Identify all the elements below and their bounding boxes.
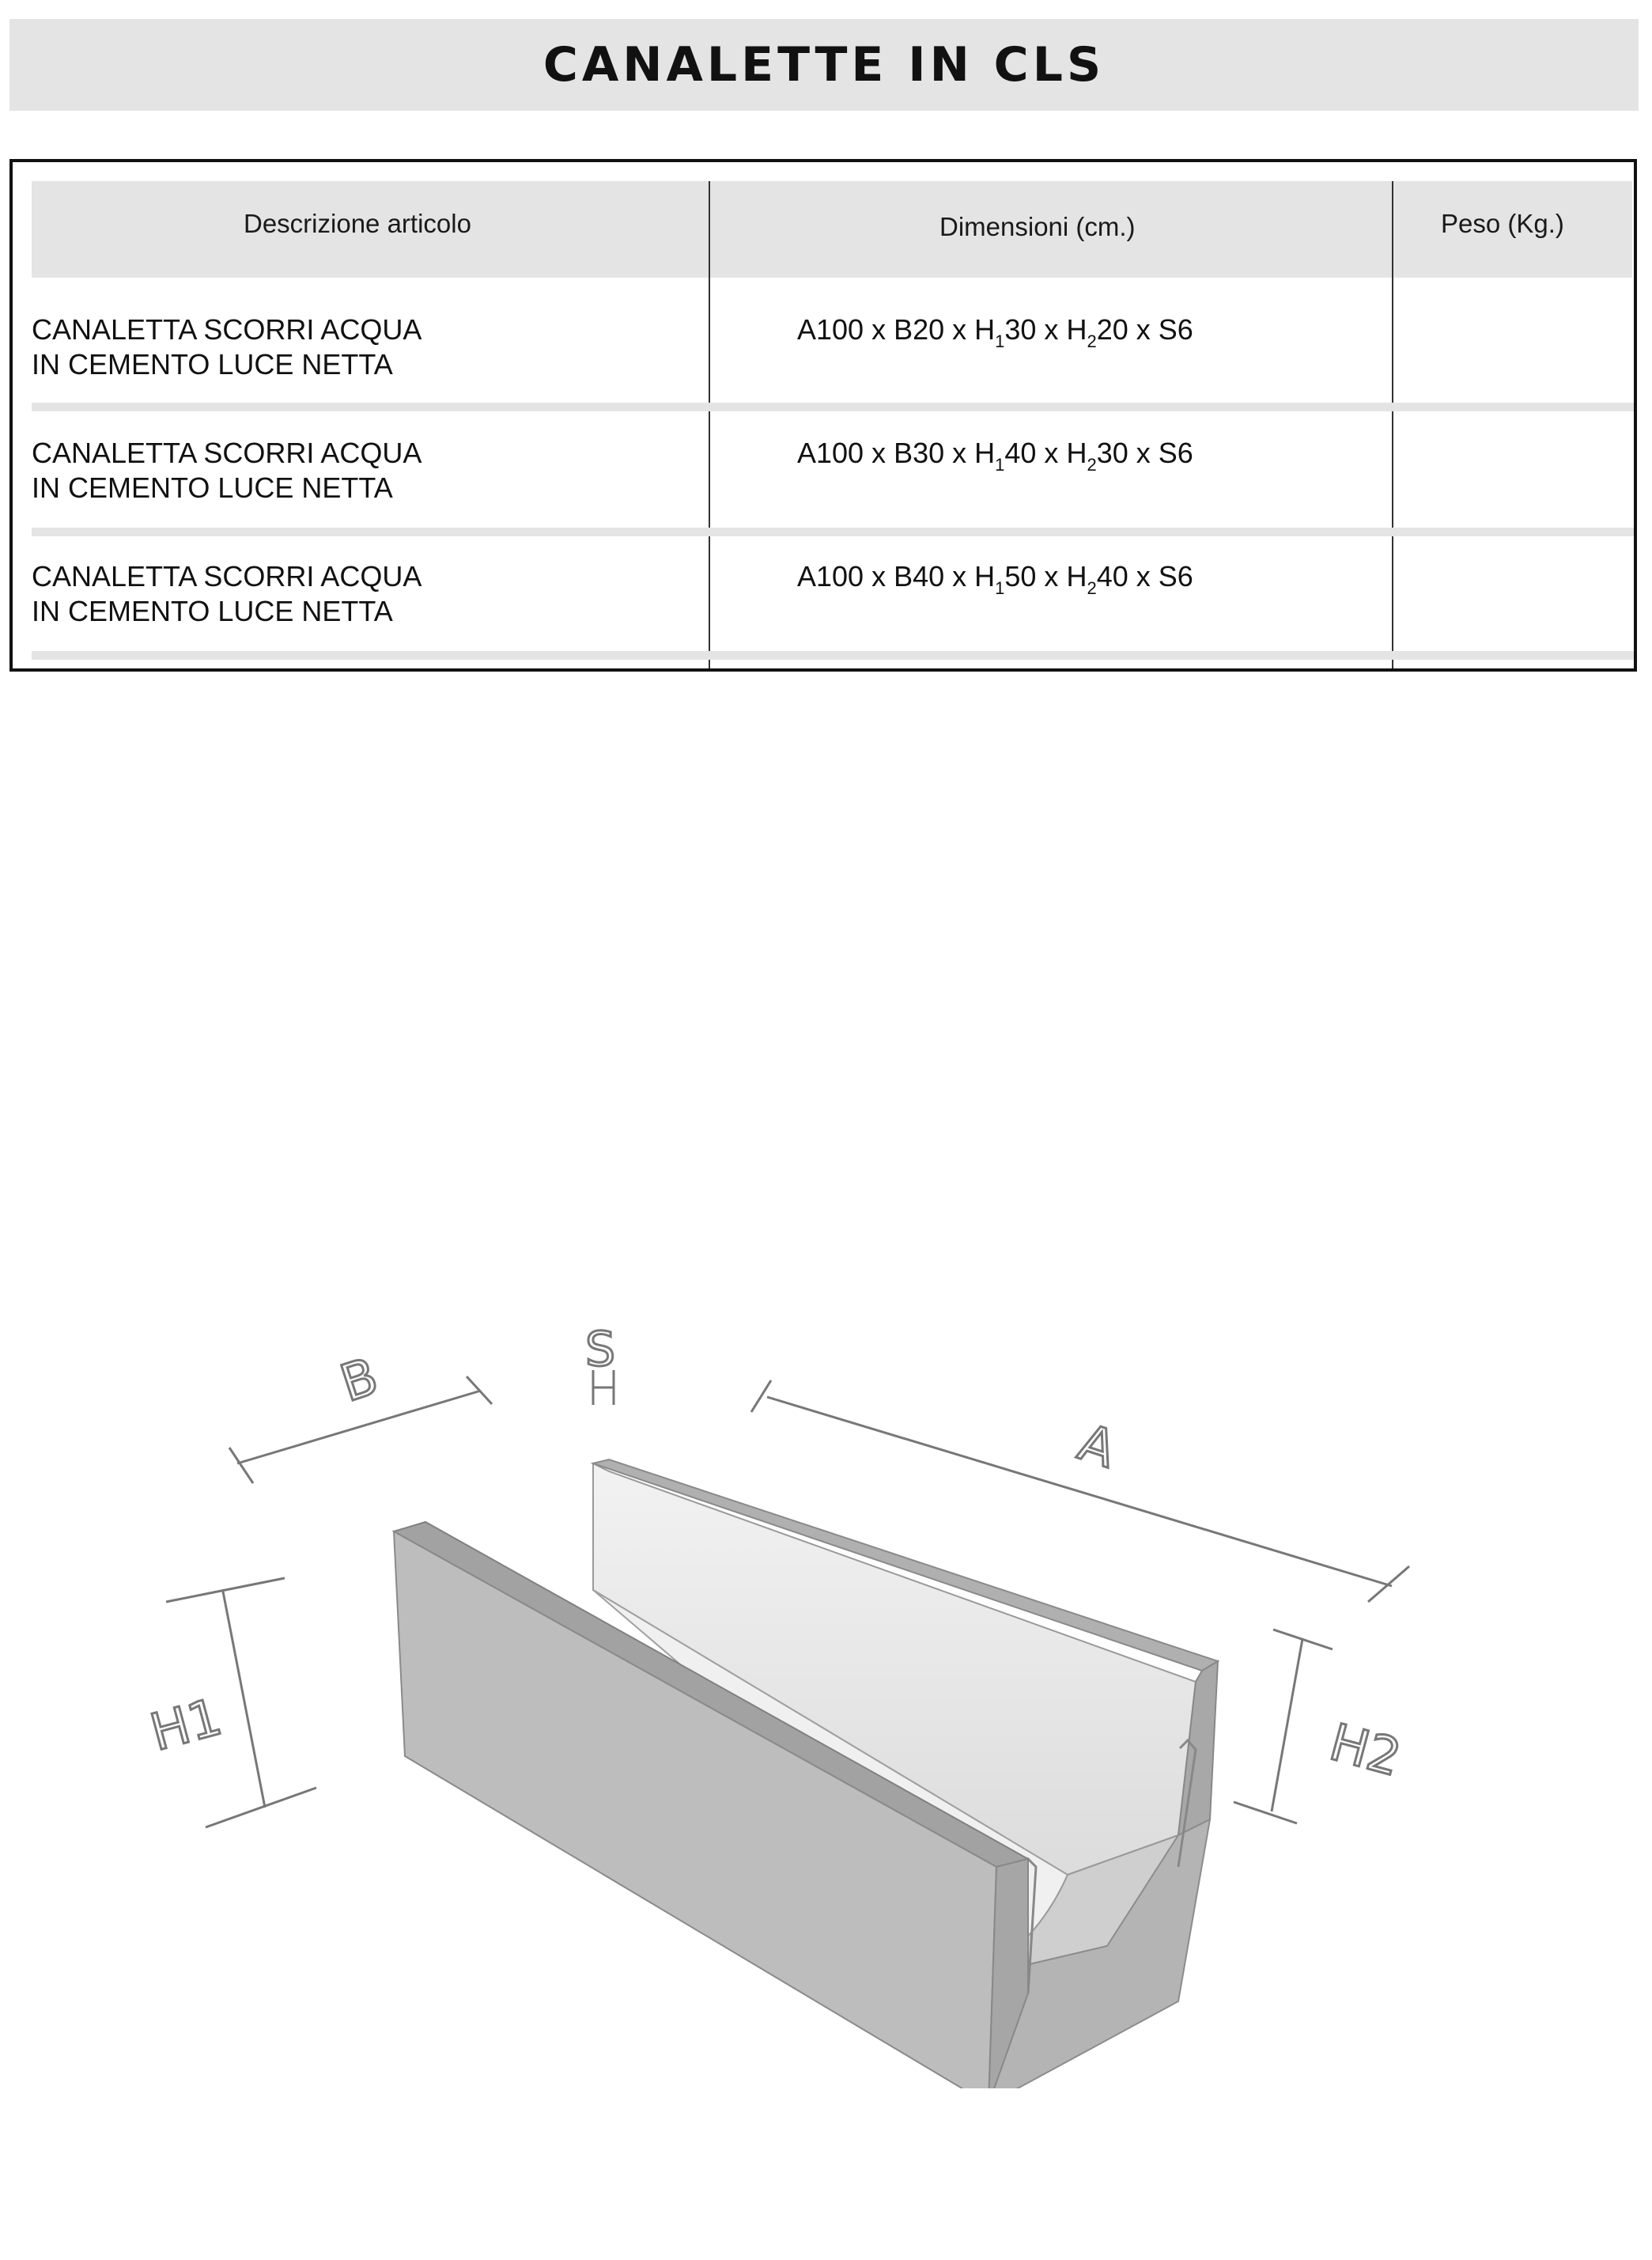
row-dimensions: A100 x B30 x $H_140$ x $H_230$ x S6 — [797, 437, 1193, 475]
label-h2: H2 — [1323, 1713, 1407, 1789]
header-weight: Peso (Kg.) — [1441, 209, 1564, 238]
row-dimensions: A100 x B20 x $H_130$ x $H_220$ x S6 — [797, 313, 1193, 351]
row-separator — [32, 651, 1634, 660]
description-line: IN CEMENTO LUCE NETTA — [32, 595, 393, 627]
description-line: CANALETTA SCORRI ACQUA — [32, 437, 422, 469]
row-dimensions: A100 x B40 x $H_150$ x $H_240$ x S6 — [797, 560, 1193, 598]
description-line: IN CEMENTO LUCE NETTA — [32, 348, 393, 380]
title-bar — [9, 19, 1639, 111]
label-h1: H1 — [144, 1687, 228, 1763]
row-description — [32, 312, 422, 382]
label-s: S — [585, 1322, 616, 1377]
table-row — [13, 312, 1634, 431]
header-dimensions: Dimensioni (cm.) — [939, 212, 1136, 241]
row-description — [32, 559, 422, 629]
table-row — [13, 559, 1634, 678]
label-b: B — [334, 1347, 385, 1414]
row-description — [32, 436, 422, 505]
label-a: A — [1072, 1413, 1123, 1480]
description-line: CANALETTA SCORRI ACQUA — [32, 560, 422, 592]
product-table — [9, 159, 1637, 672]
dimension-h2 — [1234, 1630, 1333, 1823]
description-line: CANALETTA SCORRI ACQUA — [32, 313, 422, 346]
table-row — [13, 436, 1634, 555]
page-title: CANALETTE IN CLS — [542, 37, 1106, 93]
description-line: IN CEMENTO LUCE NETTA — [32, 471, 393, 504]
header-description: Descrizione articolo — [244, 209, 471, 238]
channel-diagram — [119, 1313, 1463, 2088]
row-separator — [32, 528, 1634, 536]
row-separator — [32, 403, 1634, 411]
